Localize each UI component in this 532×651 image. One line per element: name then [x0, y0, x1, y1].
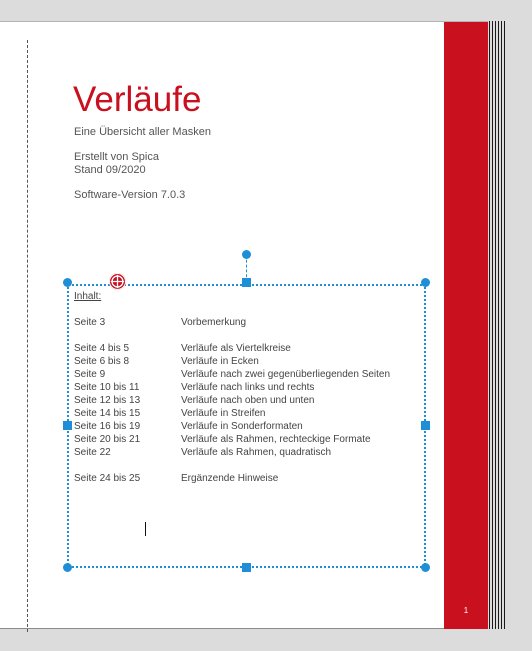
toc-description: Verläufe als Rahmen, quadratisch: [181, 447, 332, 458]
software-version-text[interactable]: Software-Version 7.0.3: [74, 189, 186, 201]
toc-description: Verläufe in Sonderformaten: [181, 421, 303, 432]
toc-description: Vorbemerkung: [181, 317, 247, 328]
selection-frame[interactable]: [67, 284, 426, 568]
toc-pages: Seite 6 bis 8: [74, 356, 130, 367]
stand-text[interactable]: Stand 09/2020: [74, 164, 146, 176]
resize-handle-bottom-right[interactable]: [421, 563, 430, 572]
page-margin-guide: [27, 40, 28, 632]
resize-handle-right[interactable]: [421, 421, 430, 430]
red-side-band: [444, 22, 488, 629]
toc-pages: Seite 16 bis 19: [74, 421, 141, 432]
toc-pages: Seite 24 bis 25: [74, 473, 141, 484]
toc-description: Verläufe in Streifen: [181, 408, 266, 419]
page-stack-edges: [488, 21, 516, 629]
toc-pages: Seite 3: [74, 317, 106, 328]
resize-handle-left[interactable]: [63, 421, 72, 430]
resize-handle-top-left[interactable]: [63, 278, 72, 287]
document-subtitle[interactable]: Eine Übersicht aller Masken: [74, 126, 211, 138]
toc-heading: Inhalt:: [74, 291, 102, 302]
toc-pages: Seite 22: [74, 447, 111, 458]
toc-pages: Seite 14 bis 15: [74, 408, 141, 419]
page-number: 1: [463, 606, 469, 615]
resize-handle-top-right[interactable]: [421, 278, 430, 287]
resize-handle-bottom[interactable]: [242, 563, 251, 572]
toc-pages: Seite 4 bis 5: [74, 343, 130, 354]
toc-pages: Seite 12 bis 13: [74, 395, 141, 406]
toc-pages: Seite 10 bis 11: [74, 382, 140, 393]
toc-description: Verläufe nach zwei gegenüberliegenden Seiten: [181, 369, 391, 380]
rotation-handle[interactable]: [242, 250, 251, 259]
toc-description: Verläufe als Rahmen, rechteckige Formate: [181, 434, 371, 445]
resize-handle-bottom-left[interactable]: [63, 563, 72, 572]
document-title[interactable]: Verläufe: [73, 80, 202, 119]
toc-description: Verläufe nach oben und unten: [181, 395, 315, 406]
toc-description: Verläufe nach links und rechts: [181, 382, 315, 393]
toc-pages: Seite 9: [74, 369, 106, 380]
created-by-text[interactable]: Erstellt von Spica: [74, 151, 159, 163]
toc-description: Verläufe als Viertelkreise: [181, 343, 291, 354]
anchor-icon[interactable]: [109, 273, 126, 290]
resize-handle-top[interactable]: [242, 278, 251, 287]
toc-pages: Seite 20 bis 21: [74, 434, 141, 445]
toc-description: Verläufe in Ecken: [181, 356, 259, 367]
toc-description: Ergänzende Hinweise: [181, 473, 279, 484]
